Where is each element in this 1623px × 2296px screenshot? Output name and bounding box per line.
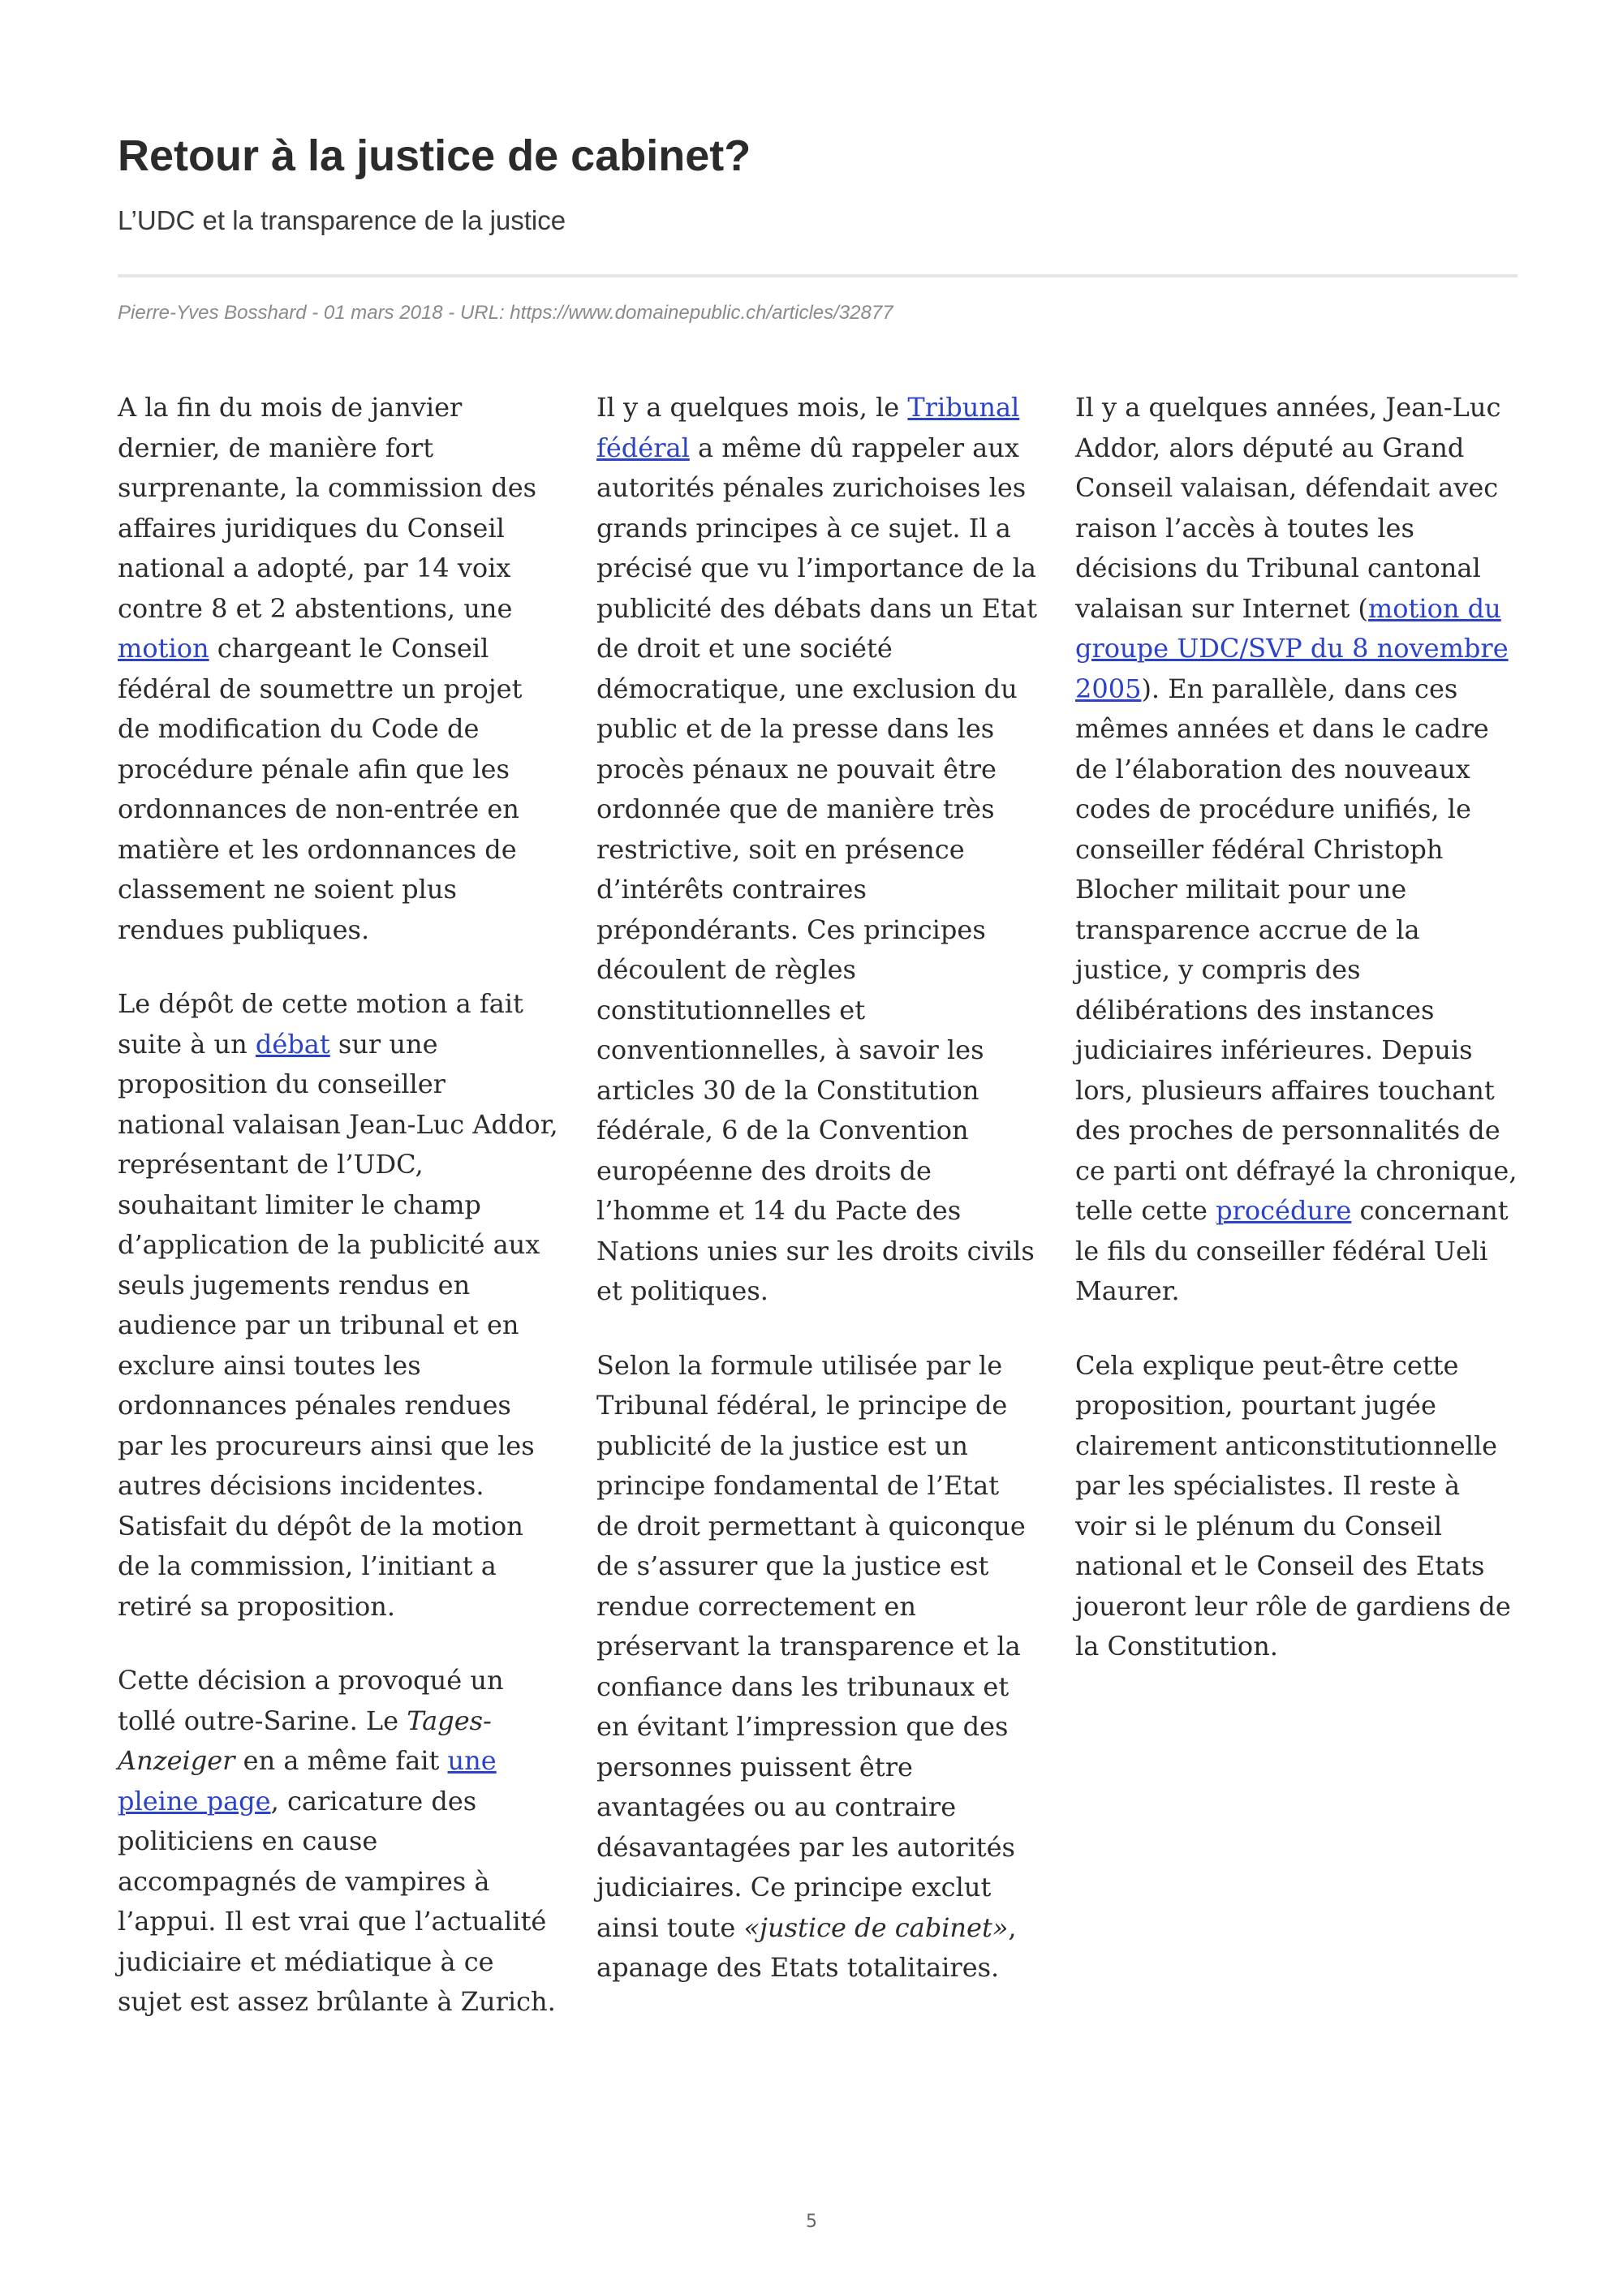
tribunal-federal-link[interactable]: Tribunal fédéral	[596, 392, 1020, 463]
header-divider	[118, 274, 1518, 277]
paragraph-7: Cela explique peut-être cette proposition, pourtant jugée clairement anticonstitutionnelle par les spécialistes. Il reste à voir si le plénum du Conseil national et le Conseil des Etats joueront leur rôle de gardiens de la Constitution.	[1075, 1349, 1511, 1662]
column-2	[596, 388, 1039, 2023]
pleine-page-link[interactable]: une pleine page	[118, 1745, 497, 1817]
procedure-link[interactable]: procédure	[1216, 1195, 1352, 1226]
column-1	[118, 388, 560, 2057]
article-title: Retour à la justice de cabinet?	[118, 131, 751, 180]
paragraph-1: A la fin du mois de janvier dernier, de manière fort surprenante, la commission des affaires juridiques du Conseil national a adopté, par 14 voix contre 8 et 2 abstentions, une motion chargeant le Conseil fédéral de soumettre un projet de modification du Code de procédure pénale afin que les ordonnances de non-entrée en matière et les ordonnances de classement ne soient plus rendues publiques.	[118, 392, 537, 945]
column-3	[1075, 388, 1518, 1701]
paragraph-5: Selon la formule utilisée par le Tribunal fédéral, le principe de publicité de la justice est un principe fondamental de l’Etat de droit permettant à quiconque de s’assurer que la justice est rendue correctement en préservant la transparence et la confiance dans les tribunaux et en évitant l’impression que des personnes puissent être avantagées ou au contraire désavantagées par les autorités judiciaires. Ce principe exclut ainsi toute «justice de cabinet», apanage des Etats totalitaires.	[596, 1349, 1026, 1983]
paragraph-6: Il y a quelques années, Jean-Luc Addor, alors député au Grand Conseil valaisan, défendait avec raison l’accès à toutes les décisions du Tribunal cantonal valaisan sur Internet (motion du groupe UDC/SVP du 8 novembre 2005). En parallèle, dans ces mêmes années et dans le cadre de l’élaboration des nouveaux codes de procédure unifiés, le conseiller fédéral Christoph Blocher militait pour une transparence accrue de la justice, y compris des délibérations des instances judiciaires inférieures. Depuis lors, plusieurs affaires touchant des proches de personnalités de ce parti ont défrayé la chronique, telle cette procédure concernant le fils du conseiller fédéral Ueli Maurer.	[1075, 392, 1518, 1306]
page-number: 5	[806, 2212, 817, 2232]
article-subtitle: L’UDC et la transparence de la justice	[118, 205, 566, 235]
paragraph-4: Il y a quelques mois, le Tribunal fédéral a même dû rappeler aux autorités pénales zurichoises les grands principes à ce sujet. Il a précisé que vu l’importance de la publicité des débats dans un Etat de droit et une société démocratique, une exclusion du public et de la presse dans les procès pénaux ne pouvait être ordonnée que de manière très restrictive, soit en présence d’intérêts contraires prépondérants. Ces principes découlent de règles constitutionnelles et conventionnelles, à savoir les articles 30 de la Constitution fédérale, 6 de la Convention européenne des droits de l’homme et 14 du Pacte des Nations unies sur les droits civils et politiques.	[596, 392, 1037, 1306]
motion-groupe-udc-link[interactable]: motion du groupe UDC/SVP du 8 novembre 2005	[1075, 592, 1509, 704]
debat-link[interactable]: débat	[255, 1028, 330, 1060]
paragraph-3: Cette décision a provoqué un tollé outre-Sarine. Le Tages-Anzeiger en a même fait une pleine page, caricature des politiciens en cause accompagnés de vampires à l’appui. Il est vrai que l’actualité judiciaire et médiatique à ce sujet est assez brûlante à Zurich.	[118, 1665, 556, 2017]
article-meta: Pierre-Yves Bosshard - 01 mars 2018 - URL: https://www.domainepublic.ch/articles/32877	[118, 302, 893, 324]
motion-link[interactable]: motion	[118, 633, 209, 664]
paragraph-2: Le dépôt de cette motion a fait suite à un débat sur une proposition du conseiller national valaisan Jean-Luc Addor, représentant de l’UDC, souhaitant limiter le champ d’application de la publicité aux seuls jugements rendus en audience par un tribunal et en exclure ainsi toutes les ordonnances pénales rendues par les procureurs ainsi que les autres décisions incidentes. Satisfait du dépôt de la motion de la commission, l’initiant a retiré sa proposition.	[118, 988, 558, 1622]
